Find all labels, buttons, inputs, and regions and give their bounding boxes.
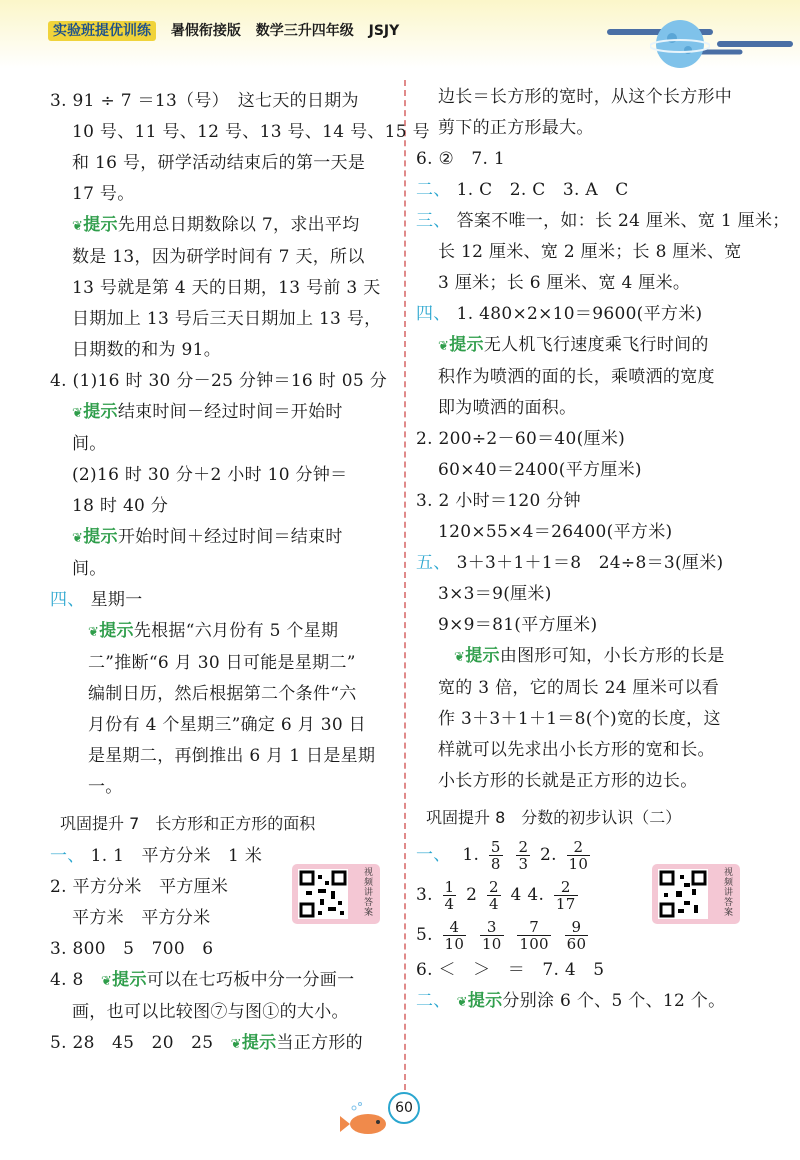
- leaf-icon: ❦: [438, 339, 450, 354]
- hint-label: 提示: [83, 527, 118, 547]
- answer-line: 长 12 厘米、宽 2 厘米；长 8 厘米、宽: [438, 242, 742, 262]
- fraction: $\frac{2}{4}$: [488, 878, 499, 913]
- fraction: $\frac{5}{8}$: [490, 838, 501, 873]
- hint-line: 小长方形的长就是正方形的边长。: [438, 771, 698, 791]
- fraction: $\frac{4}{10}$: [444, 918, 465, 953]
- hint-line: ❦提示无人机飞行速度乘飞行时间的: [438, 335, 709, 355]
- answer-line: 3. 91 ÷ 7 ＝13（号） 这七天的日期为: [50, 91, 359, 111]
- answer-line: 6. ② 7. 1: [416, 149, 506, 169]
- page-header: [0, 0, 800, 72]
- hint-line: 一。: [88, 777, 123, 797]
- hint-line: 日期加上 13 号后三天日期加上 13 号，: [72, 309, 382, 329]
- answer-line: 6. ＜ ＞ ＝ 7. 4 5: [416, 960, 605, 980]
- hint-line: 日期数的和为 91。: [72, 340, 222, 360]
- hint-line: ❦提示开始时间＋经过时间＝结束时: [72, 527, 343, 547]
- fraction: $\frac{9}{60}$: [566, 918, 587, 953]
- leaf-icon: ❦: [72, 219, 84, 234]
- answer-line: 3 厘米；长 6 厘米、宽 4 厘米。: [438, 273, 691, 293]
- answer-line: 二、 ❦提示分别涂 6 个、5 个、12 个。: [416, 991, 726, 1011]
- section-label: 一、: [50, 846, 85, 866]
- section-label: 二、: [416, 180, 451, 200]
- hint-label: 提示: [83, 402, 118, 422]
- answer-line: 10 号、11 号、12 号、13 号、14 号、15 号: [72, 122, 430, 142]
- answer-line: 边长＝长方形的宽时，从这个长方形中: [438, 87, 733, 107]
- hint-line: ❦提示结束时间－经过时间＝开始时: [72, 402, 343, 422]
- section-label: 三、: [416, 211, 451, 231]
- hint-line: 数是 13，因为研学时间有 7 天，所以: [72, 247, 365, 267]
- answer-line: 2. 平方分米 平方厘米: [50, 877, 229, 897]
- hint-line: 积作为喷洒的面的长，乘喷洒的宽度: [438, 367, 715, 387]
- answer-line: 17 号。: [72, 184, 135, 204]
- leaf-icon: ❦: [456, 995, 468, 1010]
- qr-caption: 视频讲答案: [364, 868, 374, 918]
- section-label: 四、: [50, 590, 85, 610]
- answer-line: 3×3＝9(厘米): [438, 584, 552, 604]
- answer-line: 60×40＝2400(平方厘米): [438, 460, 642, 480]
- leaf-icon: ❦: [72, 406, 84, 421]
- answer-line: 二、 1. C 2. C 3. A C: [416, 180, 629, 200]
- answer-line: 四、 星期一: [50, 590, 143, 610]
- section-label: 五、: [416, 553, 451, 573]
- hint-label: 提示: [112, 970, 147, 990]
- answer-line: 4. (1)16 时 30 分－25 分钟＝16 时 05 分: [50, 371, 387, 391]
- answer-line: 一、 1. $\frac{5}{8}$ $\frac{2}{3}$ 2. $\frac{2}{10}$: [416, 838, 589, 873]
- answer-line: 2. 200÷2－60＝40(厘米): [416, 429, 626, 449]
- answer-line: 平方米 平方分米: [72, 908, 211, 928]
- header-text: [48, 20, 399, 40]
- leaf-icon: ❦: [230, 1037, 242, 1052]
- hint-label: 提示: [83, 215, 118, 235]
- hint-label: 提示: [241, 1033, 277, 1053]
- section-label: 四、: [416, 304, 451, 324]
- hint-line: ❦提示先根据“六月份有 5 个星期: [88, 621, 339, 641]
- leaf-icon: ❦: [100, 974, 113, 989]
- edition-label: 暑假衔接版: [170, 23, 241, 39]
- qr-code-badge[interactable]: [292, 864, 380, 924]
- hint-line: 是星期二，再倒推出 6 月 1 日是星期: [88, 746, 376, 766]
- answer-line: 五、 3＋3＋1＋1＝8 24÷8＝3(厘米): [416, 553, 724, 573]
- fraction: $\frac{7}{100}$: [519, 918, 549, 953]
- hint-line: 间。: [72, 559, 107, 579]
- qr-code-icon: [298, 869, 348, 919]
- hint-line: 间。: [72, 434, 107, 454]
- answer-line: 5. 28 45 20 25 ❦提示当正方形的: [50, 1033, 363, 1053]
- hint-line: 作 3＋3＋1＋1＝8(个)宽的长度，这: [438, 709, 721, 729]
- answer-line: 3. $\frac{1}{4}$ 2 $\frac{2}{4}$ 4 4. $\frac{2}{17}$: [416, 878, 576, 913]
- answer-line: 5. $\frac{4}{10}$ $\frac{3}{10}$ $\frac{7}{100}$ $\frac{9}{60}$: [416, 918, 587, 953]
- leaf-icon: ❦: [72, 531, 84, 546]
- leaf-icon: ❦: [454, 650, 466, 665]
- section-title: 巩固提升 7 长方形和正方形的面积: [60, 814, 316, 833]
- answer-line: 四、 1. 480×2×10＝9600(平方米): [416, 304, 703, 324]
- hint-line: 二”推断“6 月 30 日可能是星期二”: [88, 653, 356, 673]
- answer-line: 一、 1. 1 平方分米 1 米: [50, 846, 263, 866]
- section-label: 一、: [416, 845, 451, 865]
- fraction: $\frac{3}{10}$: [481, 918, 502, 953]
- answer-line: 三、 答案不唯一，如：长 24 厘米、宽 1 厘米；: [416, 211, 790, 231]
- hint-line: 样就可以先求出小长方形的宽和长。: [438, 740, 715, 760]
- qr-code-badge[interactable]: [652, 864, 740, 924]
- subject-label: 数学三升四年级: [255, 23, 354, 39]
- qr-caption: 视频讲答案: [724, 868, 734, 918]
- leaf-icon: ❦: [88, 625, 100, 640]
- qr-code-icon: [658, 869, 708, 919]
- answer-line: 和 16 号，研学活动结束后的第一天是: [72, 153, 366, 173]
- hint-label: 提示: [449, 335, 484, 355]
- hint-line: 宽的 3 倍，它的周长 24 厘米可以看: [438, 678, 720, 698]
- answer-line: 9×9＝81(平方厘米): [438, 615, 598, 635]
- hint-line: ❦提示由图形可知，小长方形的长是: [454, 646, 725, 666]
- fish-mascot-icon: [340, 1100, 390, 1140]
- answer-line: 剪下的正方形最大。: [438, 118, 594, 138]
- fraction: $\frac{2}{17}$: [555, 878, 576, 913]
- hint-line: 编制日历，然后根据第二个条件“六: [88, 684, 357, 704]
- hint-line: 画，也可以比较图⑦与图①的大小。: [72, 1002, 349, 1022]
- fraction: $\frac{2}{10}$: [568, 838, 589, 873]
- hint-label: 提示: [467, 991, 503, 1011]
- answer-line: 3. 800 5 700 6: [50, 939, 214, 959]
- fraction: $\frac{1}{4}$: [444, 878, 455, 913]
- hint-label: 提示: [99, 621, 134, 641]
- answer-line: 18 时 40 分: [72, 496, 169, 516]
- page-number: 60: [388, 1092, 420, 1124]
- column-divider: [404, 80, 406, 1090]
- hint-label: 提示: [465, 646, 500, 666]
- section-label: 二、: [416, 991, 451, 1011]
- hint-line: 月份有 4 个星期三”确定 6 月 30 日: [88, 715, 366, 735]
- section-title: 巩固提升 8 分数的初步认识（二）: [426, 808, 682, 827]
- hint-line: 即为喷洒的面积。: [438, 398, 577, 418]
- answer-line: 120×55×4＝26400(平方米): [438, 522, 673, 542]
- brand-label: 实验班提优训练: [48, 21, 156, 41]
- answer-line: 3. 2 小时＝120 分钟: [416, 491, 581, 511]
- hint-line: 13 号就是第 4 天的日期，13 号前 3 天: [72, 278, 381, 298]
- fraction: $\frac{2}{3}$: [518, 838, 529, 873]
- hint-line: ❦提示先用总日期数除以 7，求出平均: [72, 215, 360, 235]
- code-label: JSJY: [368, 23, 400, 39]
- planet-icon: [650, 14, 710, 74]
- answer-line: 4. 8 ❦提示可以在七巧板中分一分画一: [50, 970, 355, 990]
- answer-line: (2)16 时 30 分＋2 小时 10 分钟＝: [72, 465, 348, 485]
